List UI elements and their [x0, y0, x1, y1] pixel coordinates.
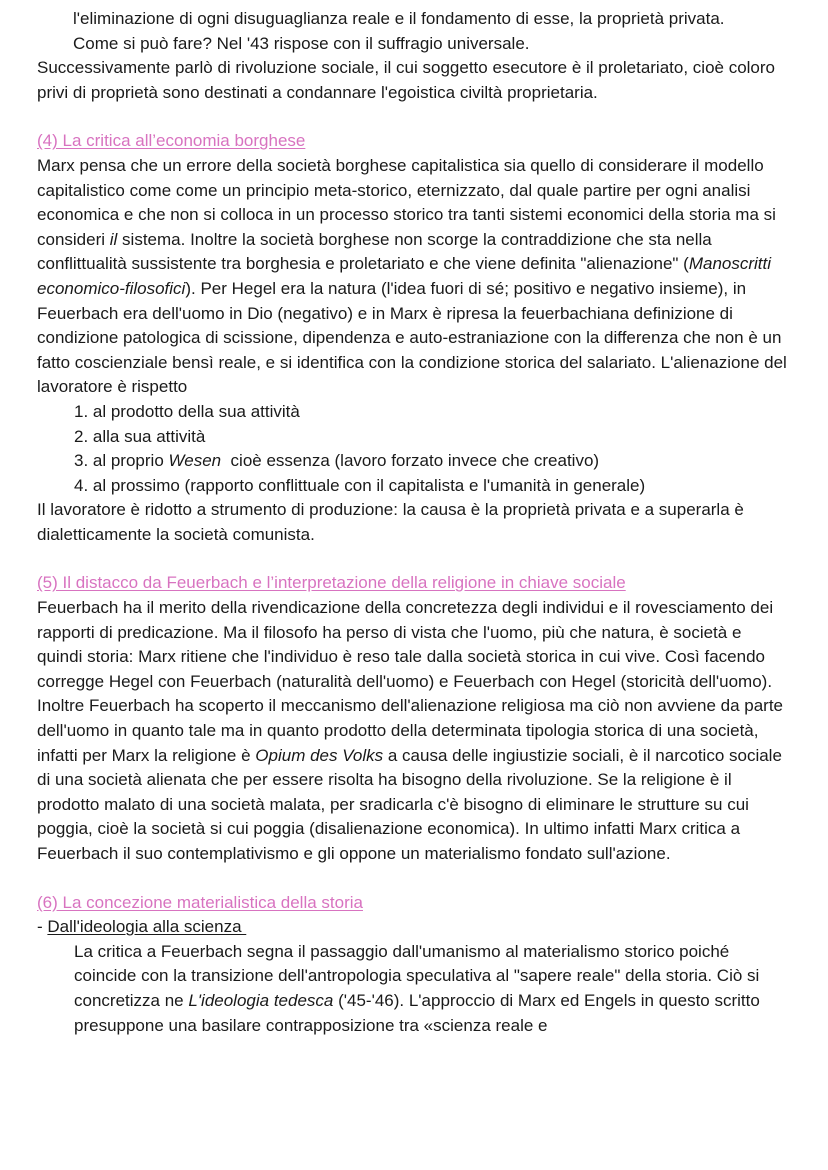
section-4-paragraph-2: Il lavoratore è ridotto a strumento di produzione: la causa è la proprietà privata e a superarla è dialetticamente la società comunista. [37, 500, 744, 544]
text-run: sistema. Inoltre la società borghese non scorge la contraddizione che sta nella conflittualità sussistente tra borghesia e proletariato e che viene definita "alienazione" ( [37, 229, 712, 274]
list-item [37, 449, 788, 474]
list-item-text: 3. al proprio [74, 451, 169, 471]
section-5-paragraph-1: Feuerbach ha il merito della rivendicazione della concretezza degli individui e il rovesciamento dei rapporti di predicazione. Ma il filosofo ha perso di vista che l'uomo, più che natura, è società e quindi storia: Marx ritiene che l'individuo è reso tale dalla società storica in cui vive. Così facendo corregge Hegel con Feuerbach (naturalità dell'uomo) e Feuerbach con Hegel (storicità dell'uomo). [37, 598, 774, 691]
section-6-heading: (6) La concezione materialistica della storia [37, 892, 363, 912]
list-item [37, 400, 788, 425]
emphasis-opium: Opium des Volks [255, 745, 384, 765]
subsection-prefix: - [37, 917, 48, 937]
intro-paragraph: Successivamente parlò di rivoluzione sociale, il cui soggetto esecutore è il proletariato, cioè coloro privi di proprietà sono destinati a condannare l'egoistica civiltà proprietaria. [37, 58, 775, 102]
emphasis-wesen: Wesen [168, 451, 222, 471]
section-5-heading: (5) Il distacco da Feuerbach e l’interpretazione della religione in chiave sociale [37, 573, 626, 593]
text-run: Inoltre Feuerbach ha scoperto il meccanismo dell'alienazione religiosa ma ciò non avviene da parte dell'uomo in quanto tale ma in quanto prodotto della determinata tipologia storica di una società, infatti per Marx la religione è [37, 696, 783, 765]
text-run: La critica a Feuerbach segna il passaggio dall'umanismo al materialismo storico poiché coincide con la transizione dell'antropologia speculativa al "sapere reale" della storia. Ciò si concretizza ne [74, 941, 760, 1010]
spacer [37, 867, 788, 891]
emphasis-ideologia: L'ideologia tedesca [188, 990, 334, 1010]
subsection-title: Dall'ideologia alla scienza [47, 917, 247, 937]
intro-line-1: l'eliminazione di ogni disuguaglianza reale e il fondamento di esse, la proprietà privata. [73, 9, 725, 28]
spacer [37, 547, 788, 571]
list-item [37, 474, 788, 499]
spacer [37, 105, 788, 129]
alienation-list [37, 400, 788, 498]
list-item-text: 4. al prossimo (rapporto conflittuale con il capitalista e l'umanità in generale) [74, 475, 646, 495]
section-6-paragraph-1 [37, 940, 788, 1038]
list-item-text: 1. al prodotto della sua attività [74, 401, 300, 421]
emphasis-il: il [109, 229, 118, 249]
text-run: a causa delle ingiustizie sociali, è il narcotico sociale di una società alienata che per essere risolta ha bisogno della rivoluzione. Se la religione è il prodotto malato di una società malata, per sradicarla c'è bisogno di eliminare le strutture su cui poggia, cioè la società si cui poggia (disalienazione economica). In ultimo infatti Marx critica a Feuerbach il suo contemplativismo e gli oppone un materialismo fondato sull'azione. [37, 745, 782, 863]
emphasis-manoscritti: Manoscritti economico-filosofici [37, 254, 772, 298]
intro-line-2: Come si può fare? Nel '43 rispose con il suffragio universale. [73, 33, 530, 53]
text-run: ). Per Hegel era la natura (l'idea fuori di sé; positivo e negativo insieme), in Feuerbach era dell'uomo in Dio (negativo) e in Marx è ripresa la feuerbachiana definizione di condizione patologica di scissione, dipendenza e auto-estraniazione con la differenza che non è un fatto coscienziale bensì reale, e si identifica con la condizione storica del salariato. L'alienazione del lavoratore è rispetto [37, 278, 787, 397]
section-5-paragraph-2 [37, 694, 788, 866]
list-item [37, 425, 788, 450]
list-item-text: cioè essenza (lavoro forzato invece che creativo) [221, 451, 600, 471]
subsection-heading [37, 915, 788, 940]
text-run: ('45-'46). L'approccio di Marx ed Engels in questo scritto presuppone una basilare contrapposizione tra «scienza reale e [74, 990, 760, 1035]
section-4-heading: (4) La critica all’economia borghese [37, 131, 306, 151]
text-run: Marx pensa che un errore della società borghese capitalistica sia quello di considerare il modello capitalistico come come un principio meta-storico, eternizzato, dal quale partire per ogni analisi economica e che non si colloca in un processo storico tra tanti sistemi economici della storia ma si consideri [37, 155, 776, 249]
list-item-text: 2. alla sua attività [74, 426, 206, 446]
section-4-paragraph-1 [37, 154, 788, 400]
